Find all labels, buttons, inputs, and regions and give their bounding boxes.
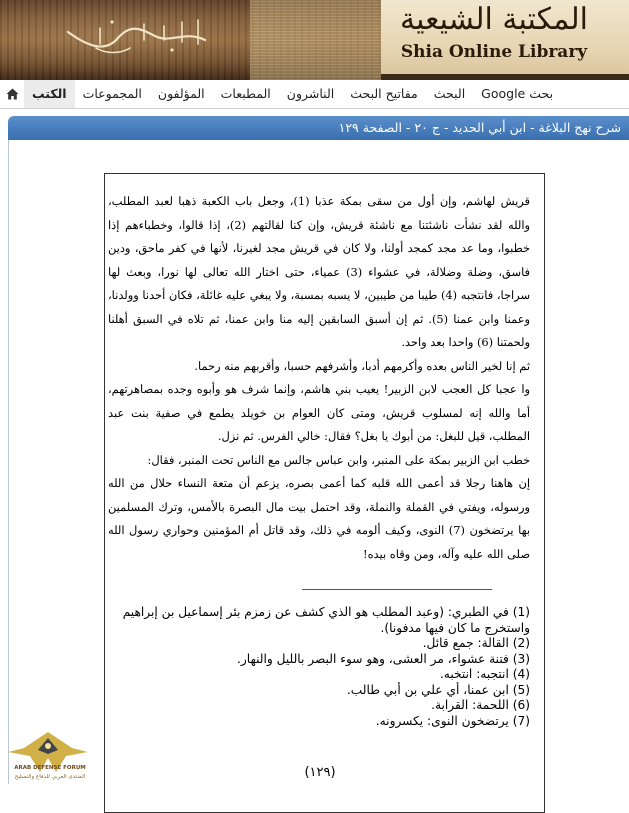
banner-pages-texture — [250, 0, 390, 80]
nav-item-books[interactable]: الكتب — [24, 80, 75, 108]
page-title-bar — [8, 116, 629, 140]
home-icon — [6, 88, 19, 100]
logo-arabic-text: المكتبة الشيعية — [399, 2, 588, 37]
footnote: (7) يرتضخون النوى: يكسرونه. — [375, 713, 530, 728]
nav-item-search[interactable]: البحث — [433, 86, 466, 101]
body-paragraph: خطب ابن الزبير بمكة على المنبر، وابن عباس جالس مع الناس تحت المنبر، فقال: — [147, 452, 530, 467]
body-paragraph: ثم إنا لخير الناس بعده وأكرمهم أدبا، وأشرفهم حسبا، وأقربهم منه رحما. — [194, 358, 530, 373]
footnote: (2) القالة: جمع قائل. — [422, 636, 530, 650]
site-banner — [0, 0, 629, 80]
footnote: (6) اللحمة: القرابة. — [431, 698, 530, 712]
page-number: (١٢٩) — [304, 765, 336, 780]
footnote-divider — [302, 589, 492, 590]
watermark-text-english: ARAB DEFENSE FORUM — [14, 765, 86, 771]
book-page-text — [108, 190, 530, 566]
nav-item-search-keys[interactable]: مفاتيح البحث — [350, 86, 418, 101]
site-logo[interactable] — [381, 0, 629, 80]
nav-item-collections[interactable]: المجموعات — [82, 86, 142, 101]
basmala-calligraphy-image — [60, 10, 210, 60]
body-paragraph: وا عجبا كل العجب لابن الزبير! يعيب بني هاشم، وإنما شرف هو وأبوه وجده بمصاهرتهم، أما والله إنه لمسلوب قريش، ومتى كان العوام بن خويلد يطمع في صفية بنت عبد المطلب، قيل للبغل: من أبوك يا بغل؟ فقال: خالي الفرس. ثم نزل. — [108, 382, 530, 443]
home-button[interactable] — [0, 80, 24, 108]
watermark-text-arabic: المنتدى العربي للدفاع والتسليح — [14, 774, 86, 780]
page-title: شرح نهج البلاغة - ابن أبي الحديد - ج ٢٠ - الصفحة ١٢٩ — [338, 120, 621, 135]
nav-item-authors[interactable]: المؤلفون — [157, 86, 205, 101]
footnote: (5) ابن عمنا، أي علي بن أبي طالب. — [346, 682, 530, 697]
nav-item-printers[interactable]: المطبعات — [220, 86, 271, 101]
nav-item-publishers[interactable]: الناشرون — [286, 86, 335, 101]
nav-item-google-search[interactable]: بحث Google — [481, 86, 554, 101]
footnote: (1) في الطبري: (وعبد المطلب هو الذي كشف عن زمزم بئر إسماعيل بن إبراهيم واستخرج ما كان فيها مدفونا). — [122, 605, 530, 635]
body-paragraph: قريش لهاشم، وإن أول من سقى بمكة عذبا (1)، وجعل باب الكعبة ذهبا لعبد المطلب، والله لقد نشأت ناشئتنا مع ناشئة قريش، وإن كنا لقالتهم (2)، إذا قالوا، وخطباءهم إذا خطبوا، وما عد مجد كمجد أولنا، ولا كان في قريش مجد لغيرنا، لأنها في كفر ماحق، ودين فاسق، وضلة وضلالة، في عشواء (3) عمياء، حتى اختار الله تعالى لها نورا، وبعث لها سراجا، فانتجبه (4) طيبا من طيبين، لا يسبه بمسبة، ولا يبغي عليه غائلة، فكان أحدنا وولدنا، وعمنا وابن عمنا (5). ثم إن أسبق السابقين إليه منا وابن عمنا، ثم تلاه في السبق أهلنا ولحمتنا (6) واحدا بعد واحد. — [108, 194, 530, 349]
logo-english-text: Shia Online Library — [400, 42, 588, 62]
footnote: (4) انتجبه: انتخبه. — [439, 667, 530, 681]
footnotes — [110, 605, 530, 729]
footnote: (3) فتنة عشواء، مر العشى، وهو سوء البصر بالليل والنهار. — [237, 651, 530, 666]
main-nav — [0, 80, 629, 109]
body-paragraph: إن هاهنا رجلا قد أعمى الله قلبه كما أعمى بصره، يزعم أن متعة النساء حلال من الله ورسوله، ويفتي في القملة والنملة، وقد احتمل بيت مال البصرة بالأمس، وترك المسلمين بها يرتضخون (7) النوى، وكيف ألومه في ذلك، وقد قاتل أم المؤمنين وحواري رسول الله صلى الله عليه وآله، ومن وقاه بيده! — [108, 476, 530, 561]
